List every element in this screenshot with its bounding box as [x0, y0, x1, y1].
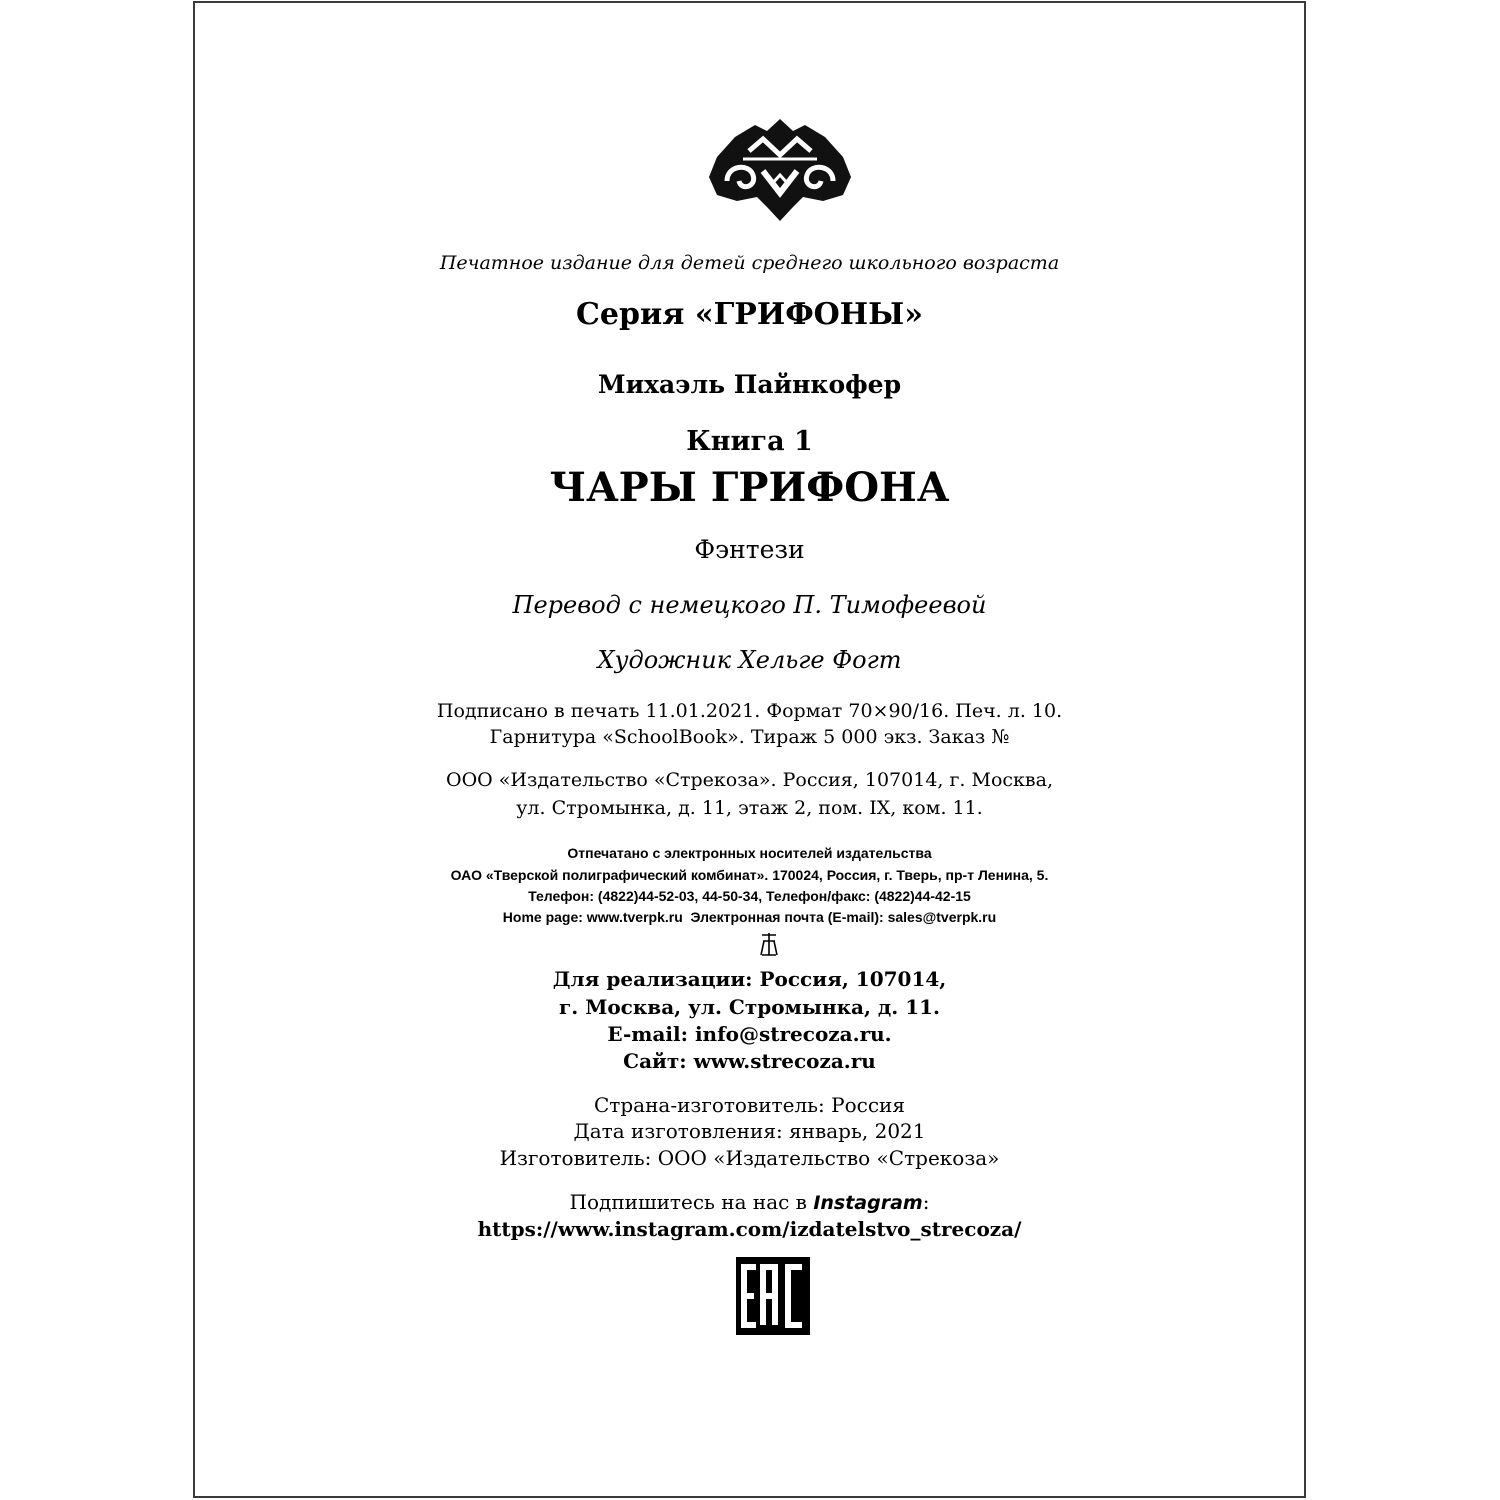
celtic-knot-ornament-icon: [705, 115, 855, 223]
printer-line-2: ОАО «Тверской полиграфический комбинат». 170024, Россия, г. Тверь, пр-т Ленина, 5.: [450, 867, 1049, 883]
instagram-wordmark: Instagram: [813, 1192, 923, 1214]
book-title: ЧАРЫ ГРИФОНА: [549, 464, 950, 511]
printer-line-3: Телефон: (4822)44-52-03, 44-50-34, Телефон/факс: (4822)44-42-15: [528, 888, 971, 904]
genre-label: Фэнтези: [694, 535, 805, 564]
eac-mark-icon: [736, 1257, 810, 1335]
distribution-email: E-mail: info@strecoza.ru.: [607, 1022, 892, 1046]
imprint-page: [193, 1, 1306, 1498]
author-name: Михаэль Пайнкофер: [597, 370, 902, 399]
instagram-prompt-text: Подпишитесь на нас в: [569, 1190, 807, 1214]
instagram-url: https://www.instagram.com/izdatelstvo_strecoza/: [477, 1217, 1022, 1241]
distribution-line-1: Для реализации: Россия, 107014,: [552, 967, 947, 991]
instagram-prompt: [195, 1190, 1304, 1214]
instagram-colon: :: [922, 1190, 930, 1214]
print-info-line-2: Гарнитура «SchoolBook». Тираж 5 000 экз. Заказ №: [489, 726, 1010, 748]
printer-line-1: Отпечатано с электронных носителей издательства: [567, 845, 932, 861]
translation-credit: Перевод с немецкого П. Тимофеевой: [512, 591, 987, 619]
publisher-address-line-2: ул. Стромынка, д. 11, этаж 2, пом. IX, ком. 11.: [516, 797, 983, 819]
print-info-line-1: Подписано в печать 11.01.2021. Формат 70×90/16. Печ. л. 10.: [436, 700, 1063, 722]
audience-note: Печатное издание для детей среднего школьного возраста: [439, 252, 1060, 274]
distribution-site: Сайт: www.strecoza.ru: [623, 1049, 876, 1073]
printer-line-4: Home page: www.tverpk.ru Электронная почта (E-mail): sales@tverpk.ru: [502, 909, 997, 925]
printing-house-mark-icon: [758, 931, 780, 957]
distribution-line-2: г. Москва, ул. Стромынка, д. 11.: [559, 995, 940, 1019]
manufacturer-name: Изготовитель: ООО «Издательство «Стрекоза»: [499, 1146, 1000, 1170]
book-number: Книга 1: [686, 426, 813, 457]
series-title: Серия «ГРИФОНЫ»: [576, 297, 923, 332]
manufacturer-country: Страна-изготовитель: Россия: [594, 1093, 905, 1117]
illustrator-credit: Художник Хельге Фогт: [597, 646, 902, 674]
manufacturer-date: Дата изготовления: январь, 2021: [573, 1119, 926, 1143]
publisher-address-line-1: ООО «Издательство «Стрекоза». Россия, 107014, г. Москва,: [446, 769, 1053, 791]
